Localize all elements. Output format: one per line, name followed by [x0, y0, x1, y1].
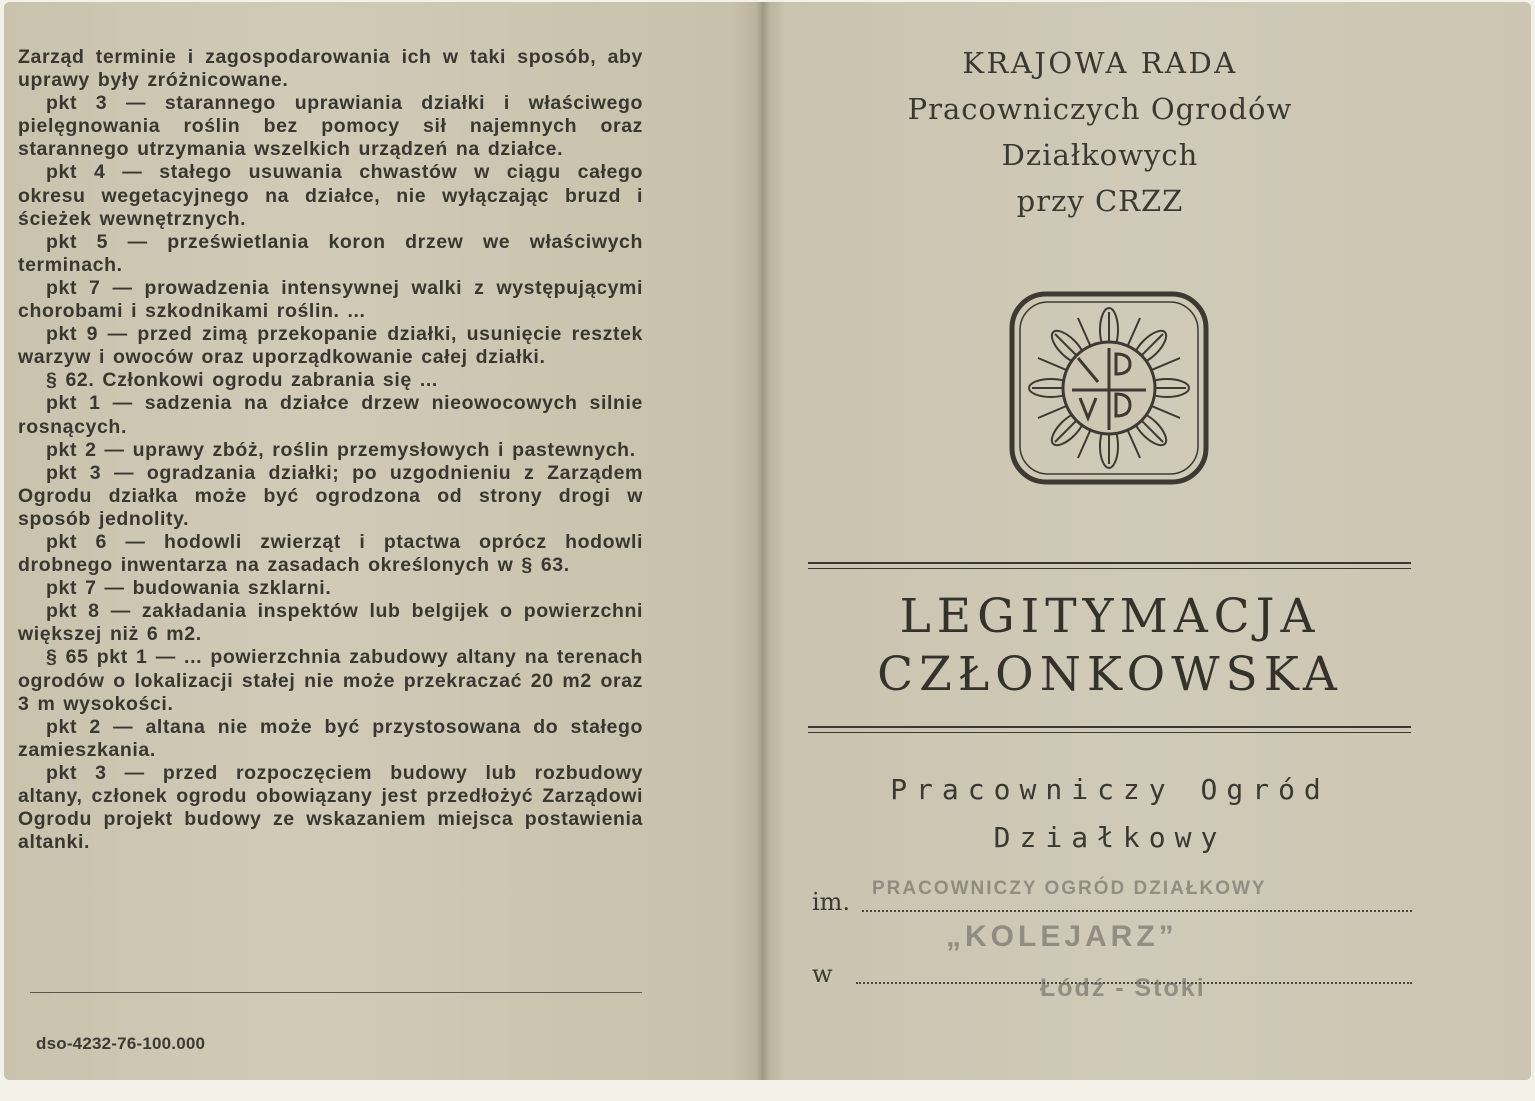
issuer-line: Pracowniczych Ogrodów [907, 92, 1293, 126]
issuer-line: KRAJOWA RADA [962, 46, 1238, 80]
rules-paragraph: pkt 1 — sadzenia na działce drzew nieowocowych silnie rosnących. [18, 392, 643, 438]
rules-paragraph: pkt 9 — przed zimą przekopanie działki, usunięcie resztek warzyw i owoców oraz uporządkowanie całej działki. [18, 323, 643, 369]
rules-text [18, 46, 643, 854]
title-line: LEGITYMACJA [899, 589, 1321, 644]
rules-paragraph: § 65 pkt 1 — ... powierzchnia zabudowy altany na terenach ogrodów o lokalizacji stałej nie może przekraczać 20 m2 oraz 3 m wysokości. [18, 646, 643, 715]
garden-type [830, 766, 1390, 862]
rules-paragraph: pkt 2 — uprawy zbóż, roślin przemysłowych i pastewnych. [46, 438, 636, 461]
stamp-line-1: PRACOWNICZY OGRÓD DZIAŁKOWY [872, 878, 1267, 899]
garden-name-label: im. [812, 888, 851, 916]
rules-paragraph: pkt 7 — prowadzenia intensywnej walki z występującymi chorobami i szkodnikami roślin. ... [18, 276, 643, 323]
rules-paragraph: pkt 3 — ogradzania działki; po uzgodnieniu z Zarządem Ogrodu działka może być ogrodzona od strony drogi w sposób jednolity. [18, 461, 643, 530]
garden-emblem-icon [1008, 290, 1210, 486]
garden-type-line: Działkowy [993, 821, 1227, 854]
issuer-line: Działkowych [1001, 138, 1199, 172]
card-fold [756, 2, 770, 1080]
rules-paragraph: pkt 6 — hodowli zwierząt i ptactwa oprócz hodowli drobnego inwentarza na zasadach określonych w § 63. [18, 530, 643, 577]
rules-paragraph: § 62. Członkowi ogrodu zabrania się ... [46, 369, 438, 392]
document-title [820, 588, 1400, 704]
garden-location-label: w [812, 960, 833, 988]
rules-paragraph: pkt 2 — altana nie może być przystosowana do stałego zamieszkania. [18, 715, 643, 761]
double-rule-top [808, 562, 1411, 568]
rules-paragraph: Zarząd terminie i zagospodarowania ich w taki sposób, aby uprawy były zróżnicowane. [18, 46, 643, 92]
dotted-line [862, 910, 1412, 912]
divider [30, 992, 642, 993]
title-line: CZŁONKOWSKA [877, 647, 1343, 702]
garden-type-line: Pracowniczy Ogród [890, 773, 1330, 806]
print-code: dso-4232-76-100.000 [36, 1034, 206, 1053]
rules-paragraph: pkt 7 — budowania szklarni. [46, 577, 332, 600]
stamp-line-3: Łódź - Stoki [1040, 974, 1206, 1002]
rules-paragraph: pkt 3 — starannego uprawiania działki i właściwego pielęgnowania roślin bez pomocy sił najemnych oraz starannego utrzymania wszelkich urządzeń na działce. [18, 92, 643, 161]
rules-paragraph: pkt 4 — stałego usuwania chwastów w ciągu całego okresu wegetacyjnego na działce, nie wyłączając bruzd i ścieżek wewnętrznych. [18, 161, 643, 230]
rules-paragraph: pkt 3 — przed rozpoczęciem budowy lub rozbudowy altany, członek ogrodu obowiązany jest przedłożyć Zarządowi Ogrodu projekt budowy ze wskazaniem miejsca postawienia altanki. [18, 761, 643, 854]
rules-paragraph: pkt 8 — zakładania inspektów lub belgijek o powierzchni większej niż 6 m2. [18, 600, 643, 646]
issuer-block [820, 40, 1380, 224]
double-rule-bottom [808, 726, 1411, 732]
rules-paragraph: pkt 5 — prześwietlania koron drzew we właściwych terminach. [18, 230, 643, 276]
stamp-line-2: „KOLEJARZ” [946, 920, 1178, 953]
issuer-line: przy CRZZ [1016, 184, 1184, 218]
